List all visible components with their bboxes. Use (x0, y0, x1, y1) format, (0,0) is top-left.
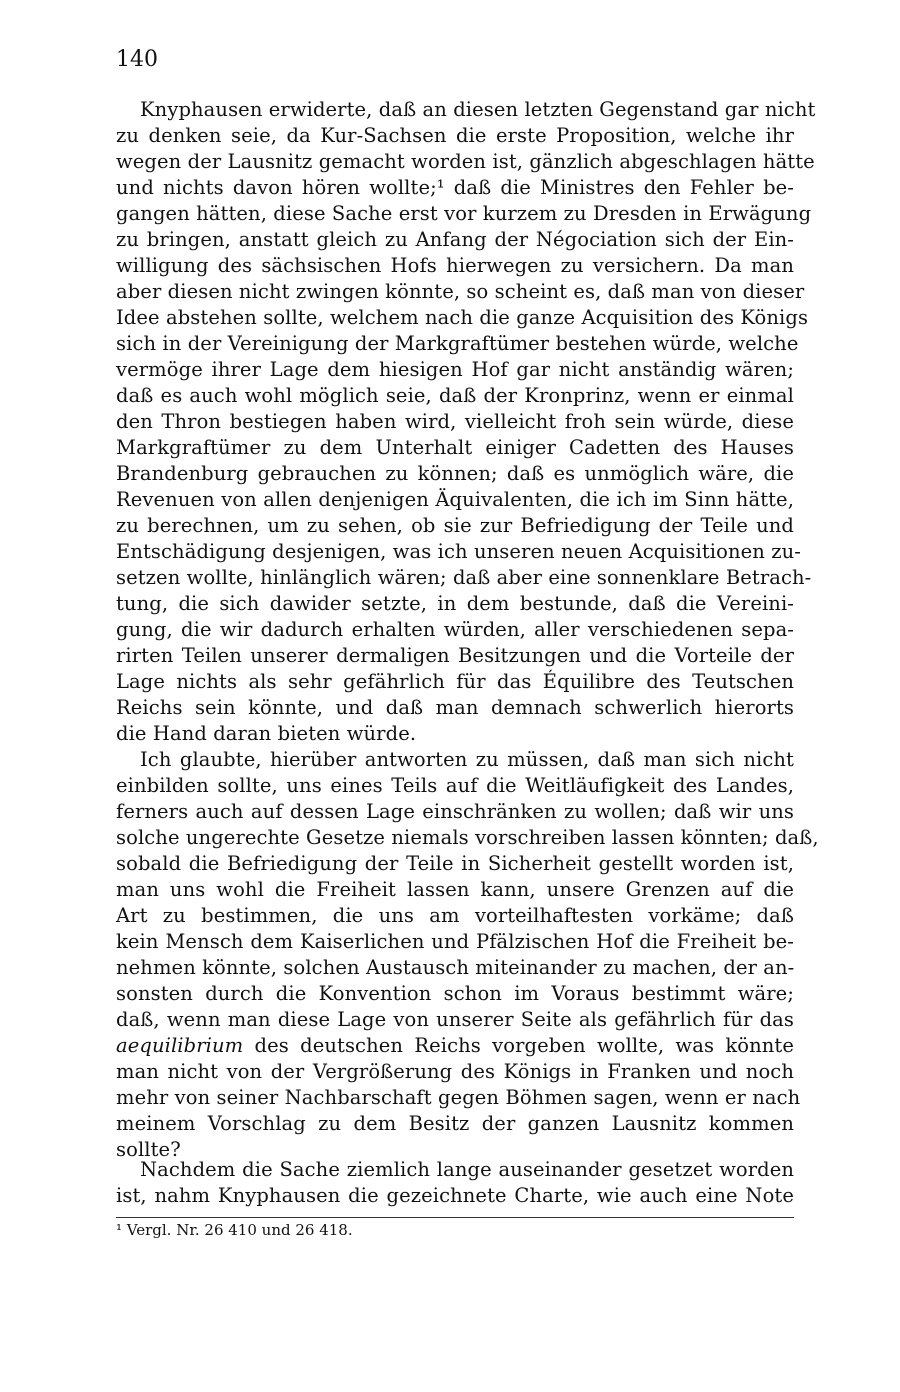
text-line: mehr von seiner Nachbarschaft gegen Böhmen sagen, wenn er nach (116, 1086, 801, 1109)
text-line: aequilibrium des deutschen Reichs vorgeben wollte, was könnte (116, 1034, 794, 1057)
text-line: zu denken seie, da Kur-Sachsen die erste Proposition, welche ihr (116, 124, 794, 147)
text-line: sich in der Vereinigung der Markgraftümer bestehen würde, welche (116, 332, 799, 355)
text-line: Idee abstehen sollte, welchem nach die ganze Acquisition des Königs (116, 306, 809, 329)
paragraph-2 (116, 747, 819, 1163)
text-line: zu bringen, anstatt gleich zu Anfang der Négociation sich der Ein- (116, 228, 794, 251)
text-line: aber diesen nicht zwingen könnte, so scheint es, daß man von dieser (116, 280, 805, 303)
text-line: daß es auch wohl möglich seie, daß der Kronprinz, wenn er einmal (116, 384, 794, 407)
text-line: sollte? (116, 1138, 181, 1161)
text-line: Markgraftümer zu dem Unterhalt einiger Cadetten des Hauses (116, 436, 794, 459)
text-line: ist, nahm Knyphausen die gezeichnete Charte, wie auch eine Note (116, 1184, 794, 1207)
footnote: ¹ Vergl. Nr. 26 410 und 26 418. (116, 1221, 353, 1239)
text-line: man nicht von der Vergrößerung des Königs in Franken und noch (116, 1060, 794, 1083)
text-line: kein Mensch dem Kaiserlichen und Pfälzischen Hof die Freiheit be- (116, 930, 794, 953)
text-line: solche ungerechte Gesetze niemals vorschreiben lassen könnten; daß, (116, 826, 819, 849)
text-line: willigung des sächsischen Hofs hierwegen zu versichern. Da man (116, 254, 794, 277)
text-line: vermöge ihrer Lage dem hiesigen Hof gar nicht anständig wären; (116, 358, 794, 381)
text-line: daß, wenn man diese Lage von unserer Seite als gefährlich für das (116, 1008, 794, 1031)
text-line: wegen der Lausnitz gemacht worden ist, gänzlich abgeschlagen hätte (116, 150, 815, 173)
text-line: Knyphausen erwiderte, daß an diesen letzten Gegenstand gar nicht (140, 98, 816, 121)
text-line: Reichs sein könnte, und daß man demnach schwerlich hierorts (116, 696, 794, 719)
text-line: den Thron bestiegen haben wird, vielleicht froh sein würde, diese (116, 410, 794, 433)
text-line: einbilden sollte, uns eines Teils auf die Weitläufigkeit des Landes, (116, 774, 794, 797)
text-line: sonsten durch die Konvention schon im Voraus bestimmt wäre; (116, 982, 794, 1005)
text-line: tung, die sich dawider setzte, in dem bestunde, daß die Vereini- (116, 592, 794, 615)
text-line: nehmen könnte, solchen Austausch miteinander zu machen, der an- (116, 956, 795, 979)
text-line: Art zu bestimmen, die uns am vorteilhaftesten vorkäme; daß (116, 904, 794, 927)
page-number: 140 (116, 47, 158, 72)
text-line: rirten Teilen unserer dermaligen Besitzungen und die Vorteile der (116, 644, 794, 667)
paragraph-3 (116, 1157, 794, 1209)
paragraph-1 (116, 97, 816, 747)
text-line: die Hand daran bieten würde. (116, 722, 417, 745)
text-line: zu berechnen, um zu sehen, ob sie zur Befriedigung der Teile und (116, 514, 794, 537)
text-line: meinem Vorschlag zu dem Besitz der ganzen Lausnitz kommen (116, 1112, 794, 1135)
footnote-divider (116, 1217, 794, 1218)
text-line: Lage nichts als sehr gefährlich für das Équilibre des Teutschen (116, 670, 794, 693)
text-line: Ich glaubte, hierüber antworten zu müssen, daß man sich nicht (140, 748, 794, 771)
text-line: gung, die wir dadurch erhalten würden, aller verschiedenen sepa- (116, 618, 794, 641)
text-line: Brandenburg gebrauchen zu können; daß es unmöglich wäre, die (116, 462, 794, 485)
text-line: und nichts davon hören wollte;¹ daß die Ministres den Fehler be- (116, 176, 794, 199)
italic-term: aequilibrium (116, 1034, 244, 1057)
text-line: man uns wohl die Freiheit lassen kann, unsere Grenzen auf die (116, 878, 794, 901)
text-line: gangen hätten, diese Sache erst vor kurzem zu Dresden in Erwägung (116, 202, 812, 225)
text-line: sobald die Befriedigung der Teile in Sicherheit gestellt worden ist, (116, 852, 794, 875)
text-line: Entschädigung desjenigen, was ich unseren neuen Acquisitionen zu- (116, 540, 801, 563)
text-line: Revenuen von allen denjenigen Äquivalenten, die ich im Sinn hätte, (116, 488, 794, 511)
text-line: ferners auch auf dessen Lage einschränken zu wollen; daß wir uns (116, 800, 794, 823)
text-line: setzen wollte, hinlänglich wären; daß aber eine sonnenklare Betrach- (116, 566, 812, 589)
text-line: Nachdem die Sache ziemlich lange auseinander gesetzet worden (140, 1158, 794, 1181)
